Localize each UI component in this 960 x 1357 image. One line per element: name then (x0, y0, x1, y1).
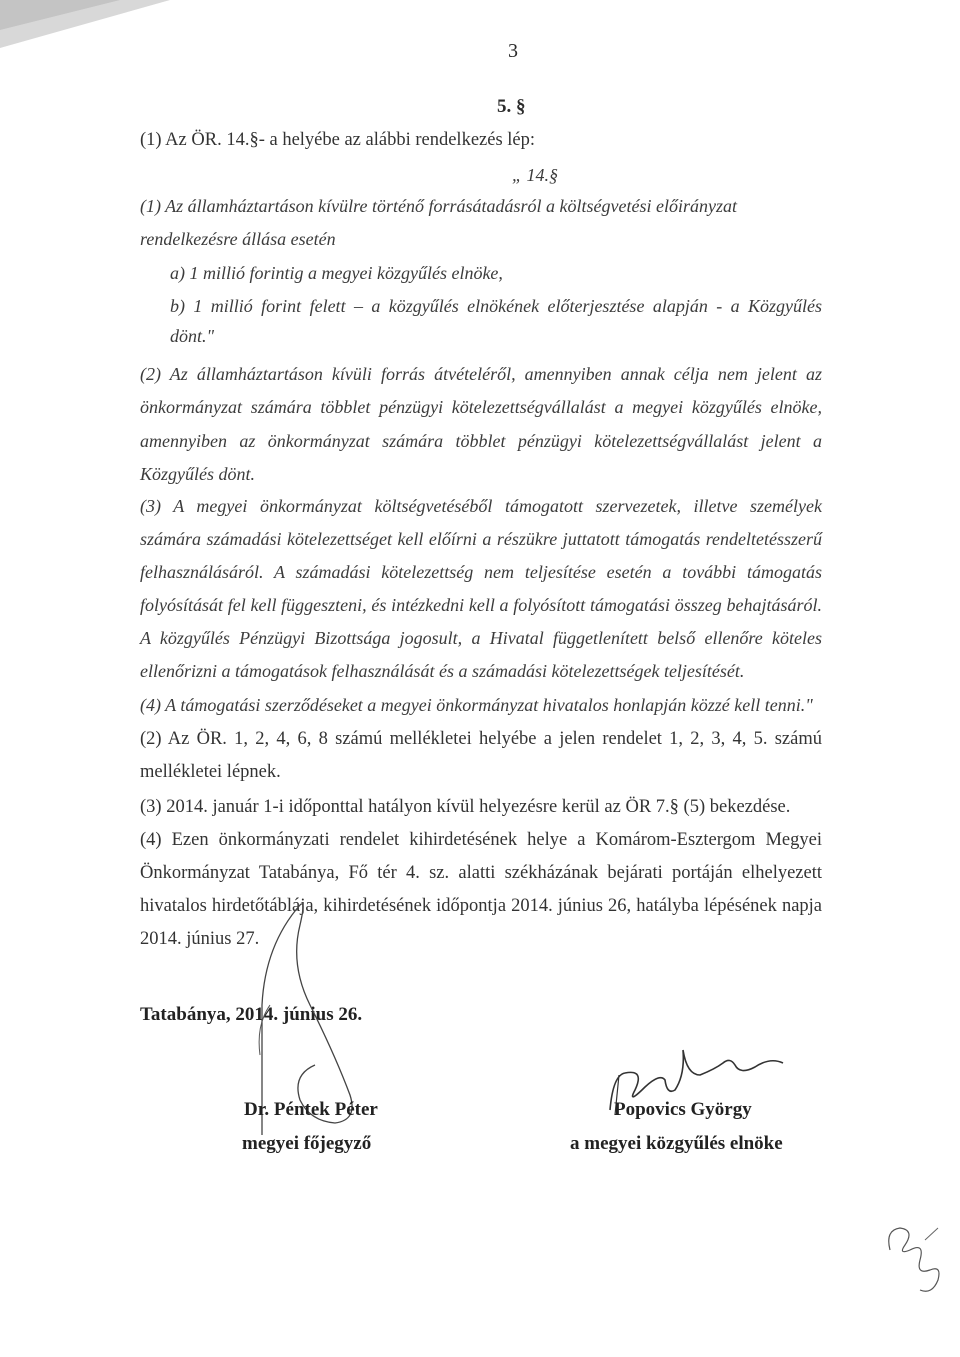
paragraph-line: (2) Az ÖR. 1, 2, 4, 6, 8 számú mellékletei helyébe a jelen rendelet 1, 2, 3, 4, 5. számú (140, 729, 822, 749)
right-signer-name: Popovics György (614, 1099, 752, 1120)
paragraph-line: Önkormányzat Tatabánya, Fő tér 4. sz. alatti székházának bejárati portáján elhelyezett (140, 863, 822, 883)
page-number: 3 (508, 40, 518, 62)
paragraph-line: amennyiben az önkormányzat számára többlet pénzügyi kötelezettségvállalást jelent a (140, 431, 822, 451)
paragraph-line: (3) A megyei önkormányzat költségvetéséből támogatott szervezetek, illetve személyek (140, 496, 822, 516)
paragraph-line: (4) Ezen önkormányzati rendelet kihirdetésének helye a Komárom-Esztergom Megyei (140, 830, 822, 850)
paragraph-line: (1) Az államháztartáson kívülre történő forrásátadásról a költségvetési előirányzat (140, 196, 737, 216)
paragraph-line: (2) Az államháztartáson kívüli forrás átvételéről, amennyiben annak célja nem jelent az (140, 364, 822, 384)
paragraph-line: (1) Az ÖR. 14.§- a helyébe az alábbi rendelkezés lép: (140, 130, 536, 150)
paragraph-line: ellenőrizni a támogatások felhasználását és a számadási kötelezettségek teljesítését. (140, 661, 745, 681)
margin-initials-mark (880, 1220, 950, 1300)
paragraph-line: folyósítását fel kell függeszteni, és intézkedni kell a folyósított támogatási összeg behajtásáról. (140, 595, 822, 615)
paragraph-line: mellékletei lépnek. (140, 762, 281, 782)
paragraph-line: önkormányzat számára többlet pénzügyi kötelezettségvállalást a megyei közgyűlés elnöke, (140, 397, 822, 417)
paragraph-line: dönt." (170, 326, 215, 346)
list-item-b: b) 1 millió forint felett – a közgyűlés elnökének előterjesztése alapján - a Közgyűlés (170, 296, 822, 316)
scan-corner-shadow (0, 0, 170, 60)
left-signer-title: megyei főjegyző (242, 1133, 372, 1154)
paragraph-line: 2014. június 27. (140, 929, 260, 949)
paragraph-line: A közgyűlés Pénzügyi Bizottsága jogosult, a Hivatal függetlenített belső ellenőre köteles (140, 628, 822, 648)
paragraph-line: rendelkezésre állása esetén (140, 229, 336, 249)
paragraph-line: (3) 2014. január 1-i időponttal hatályon kívül helyezésre kerül az ÖR 7.§ (5) bekezdése. (140, 797, 791, 817)
section-heading: 5. § (497, 96, 526, 117)
paragraph-line: (4) A támogatási szerződéseket a megyei önkormányzat hivatalos honlapján közzé kell tenni." (140, 695, 813, 715)
place-date: Tatabánya, 2014. június 26. (140, 1004, 363, 1025)
quote-section-mark: „ 14.§ (512, 165, 559, 185)
paragraph-line: hivatalos hirdetőtáblája, kihirdetésének időpontja 2014. június 26, hatályba lépésének napja (140, 896, 822, 916)
paragraph-line: Közgyűlés dönt. (140, 464, 255, 484)
paragraph-line: számára számadási kötelezettséget kell előírni a részükre juttatott támogatás rendeltetésszerű (140, 529, 822, 549)
left-signer-name: Dr. Péntek Péter (244, 1099, 378, 1120)
right-signer-title: a megyei közgyűlés elnöke (570, 1133, 783, 1154)
list-item-a: a) 1 millió forintig a megyei közgyűlés elnöke, (170, 263, 503, 283)
paragraph-line: felhasználásáról. A számadási kötelezettség nem teljesítése esetén a további támogatás (140, 562, 822, 582)
